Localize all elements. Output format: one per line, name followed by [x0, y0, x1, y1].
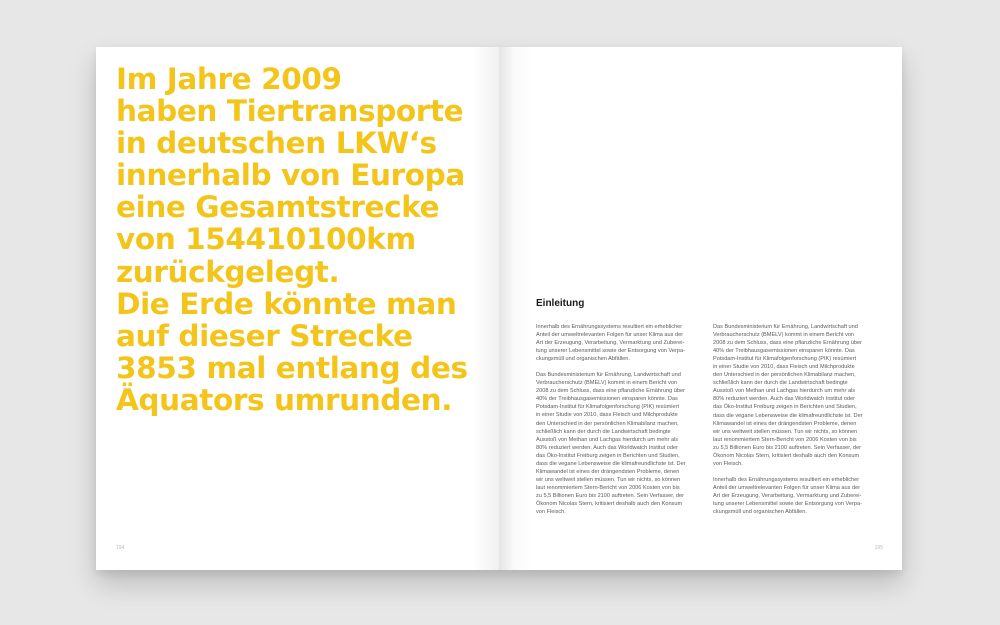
- headline-line: zurückgelegt.: [116, 254, 340, 289]
- text-line: Das Bundesministerium für Ernährung, Landwirtschaft und: [713, 324, 858, 330]
- paragraph: [536, 371, 708, 516]
- headline-line: Äquators umrunden.: [116, 382, 453, 417]
- text-line: Das Bundesministerium für Ernährung, Landwirtschaft und: [536, 372, 681, 379]
- text-line: ckungsmüll und organischen Abfällen.: [536, 356, 630, 363]
- text-line: wir uns weltweit stellen müssen. Tun wir nichts, so können: [713, 428, 858, 435]
- text-line: 80% reduziert werden. Auch das Worldwatch Institut oder: [536, 444, 678, 451]
- text-line: Ausstoß von Methan und Lachgas hierdurch um mehr als: [536, 436, 679, 443]
- text-line: schließlich kann der durch die Landwirtschaft bedingte: [713, 380, 848, 387]
- text-line: laut renommiertem Stern-Bericht von 2006 Kosten von bis: [713, 436, 857, 443]
- text-line: Verbraucherschutz (BMELV) kommt in einem Bericht von: [713, 332, 855, 339]
- text-line: von Fleisch.: [713, 460, 743, 467]
- text-line: das Öko-Institut Freiburg zeigen in Berichten und Studien,: [713, 404, 857, 411]
- text-line: den Unterschied in der persönlichen Klimabilanz machen,: [713, 372, 856, 379]
- text-line: Anteil der umweltrelevanten Folgen für unser Klima aus der: [536, 332, 684, 339]
- text-line: 80% reduziert werden. Auch das Worldwatch Institut oder: [713, 396, 855, 403]
- text-line: zu 5,5 Billionen Euro bis 2100 auftreten. Sein Verfasser, der: [536, 492, 685, 499]
- text-line: Potsdam-Institut für Klimafolgenforschung (PIK) resümiert: [536, 404, 680, 411]
- text-line: Art der Erzeugung, Verarbeitung, Vermarktung und Zuberei-: [713, 492, 862, 499]
- text-line: Art der Erzeugung, Verarbeitung, Vermarktung und Zuberei-: [536, 340, 685, 347]
- text-line: wir uns weltweit stellen müssen. Tun wir nichts, so können: [536, 476, 681, 483]
- gutter-shadow: [499, 47, 533, 570]
- text-line: Verbraucherschutz (BMELV) kommt in einem Bericht von: [536, 380, 678, 387]
- right-page: [499, 47, 902, 570]
- paragraph: [713, 323, 885, 468]
- text-line: ckungsmüll und organischen Abfällen.: [713, 509, 807, 516]
- headline-line: auf dieser Strecke: [116, 318, 413, 353]
- text-line: Klimawandel ist eines der drängendsten Probleme, denen: [536, 468, 680, 475]
- headline-line: in deutschen LKW‘s: [116, 126, 437, 161]
- text-line: laut renommiertem Stern-Bericht von 2006 Kosten von bis: [536, 484, 680, 491]
- text-line: dass die vegane Lebensweise die klimafreundlichste ist. Der: [713, 412, 863, 419]
- text-line: dass die vegane Lebensweise die klimafreundlichste ist. Der: [536, 460, 686, 467]
- text-column-1: [536, 323, 708, 524]
- text-line: das Öko-Institut Freiburg zeigen in Berichten und Studien,: [536, 452, 680, 459]
- text-line: Ausstoß von Methan und Lachgas hierdurch um mehr als: [713, 388, 856, 395]
- text-line: Innerhalb des Ernährungssystems resultiert ein erheblicher: [713, 476, 860, 483]
- headline-line: innerhalb von Europa: [116, 158, 465, 193]
- text-line: zu 5,5 Billionen Euro bis 2100 auftreten. Sein Verfasser, der: [713, 444, 862, 451]
- text-line: Ökonom Nicolas Stern, kritisiert deshalb auch den Konsum: [713, 452, 860, 459]
- section-heading: Einleitung: [536, 298, 585, 309]
- book-spread: [96, 47, 902, 570]
- text-line: tung unserer Lebensmittel sowie der Entsorgung von Verpa-: [713, 500, 862, 507]
- paragraph: [536, 323, 708, 363]
- text-line: Innerhalb des Ernährungssystems resultiert ein erheblicher: [536, 324, 683, 330]
- text-line: von Fleisch.: [536, 509, 566, 516]
- text-line: 2008 zu dem Schluss, dass eine pflanzliche Ernährung über: [536, 388, 685, 395]
- left-page: [96, 47, 499, 570]
- text-line: Anteil der umweltrelevanten Folgen für unser Klima aus der: [713, 484, 861, 491]
- headline-line: haben Tiertransporte: [116, 94, 464, 129]
- text-line: in einer Studie von 2010, dass Fleisch und Milchprodukte: [713, 364, 855, 371]
- text-line: Ökonom Nicolas Stern, kritisiert deshalb auch den Konsum: [536, 500, 683, 507]
- headline-line: eine Gesamtstrecke: [116, 190, 440, 225]
- text-line: 40% der Treibhausgasemissionen einsparen könnte. Das: [536, 396, 678, 403]
- headline-line: von 154410100km: [116, 222, 416, 257]
- text-line: schließlich kann der durch die Landwirtschaft bedingte: [536, 428, 671, 435]
- text-line: 40% der Treibhausgasemissionen einsparen könnte. Das: [713, 348, 855, 355]
- page-number-right: 195: [874, 545, 883, 551]
- headline-line: Im Jahre 2009: [116, 62, 342, 96]
- text-column-2: [713, 323, 885, 524]
- text-line: tung unserer Lebensmittel sowie der Entsorgung von Verpa-: [536, 348, 685, 355]
- text-line: den Unterschied in der persönlichen Klimabilanz machen,: [536, 420, 679, 427]
- headline-line: Die Erde könnte man: [116, 286, 457, 321]
- text-line: 2008 zu dem Schluss, dass eine pflanzliche Ernährung über: [713, 340, 862, 347]
- headline-line: 3853 mal entlang des: [116, 350, 468, 385]
- paragraph: [713, 476, 885, 516]
- text-line: in einer Studie von 2010, dass Fleisch und Milchprodukte: [536, 412, 678, 419]
- headline: [116, 63, 496, 416]
- text-line: Potsdam-Institut für Klimafolgenforschung (PIK) resümiert: [713, 356, 857, 363]
- text-line: Klimawandel ist eines der drängendsten Probleme, denen: [713, 420, 857, 427]
- page-number-left: 194: [116, 545, 125, 551]
